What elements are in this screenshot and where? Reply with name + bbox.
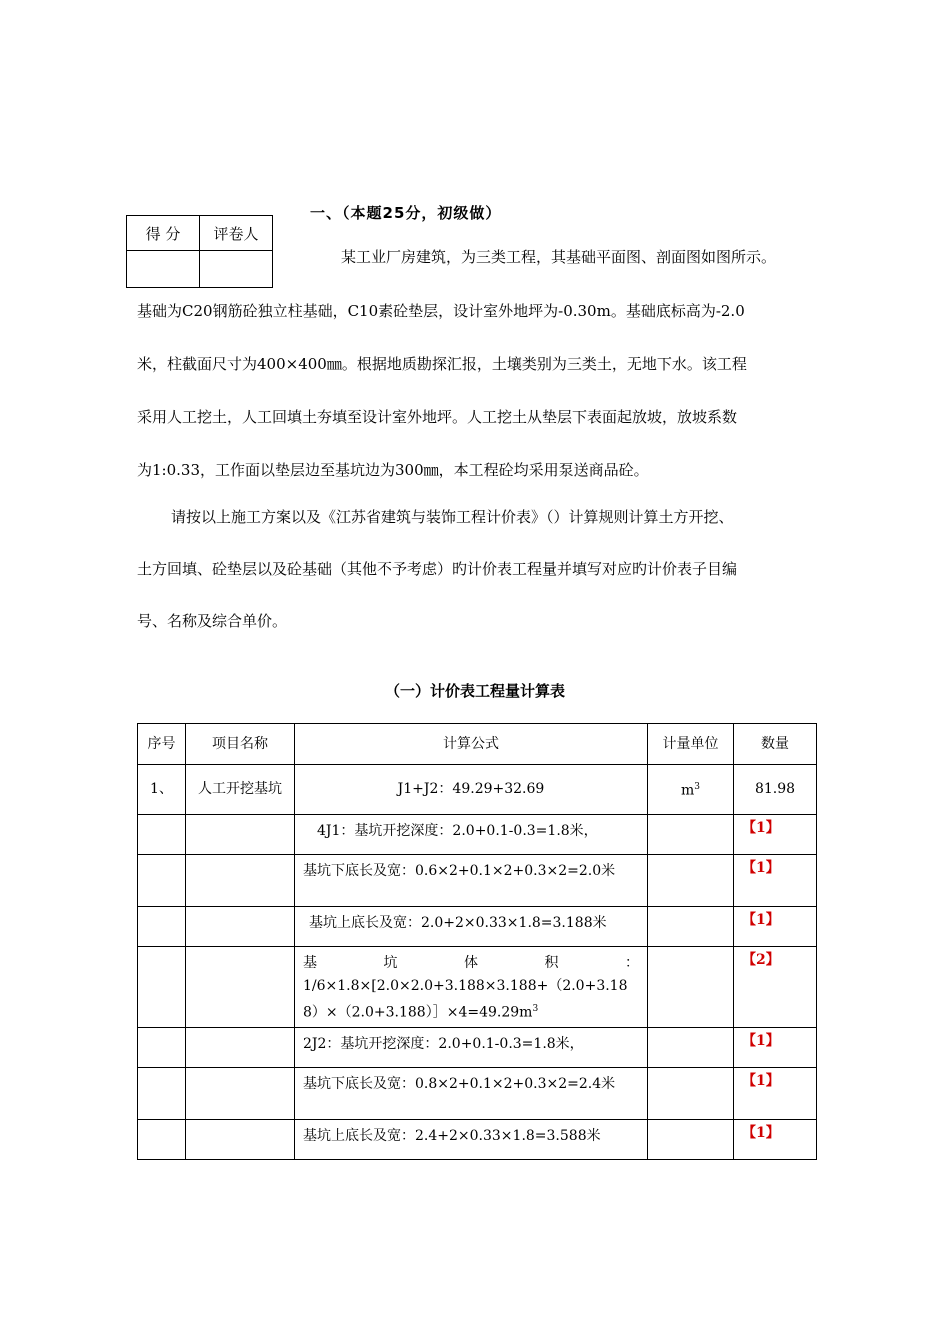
table-row [138, 907, 817, 947]
row-name: 人工开挖基坑 [186, 765, 295, 815]
score-field[interactable] [127, 251, 200, 288]
row-unit [648, 765, 734, 815]
unit-text: m [680, 782, 695, 799]
row-formula: 4J1：基坑开挖深度：2.0+0.1-0.3=1.8米， [295, 815, 648, 855]
unit-sup: 3 [694, 782, 700, 793]
question-line-8: 号、名称及综合单价。 [137, 612, 288, 630]
question-line-7: 土方回填、砼垫层以及砼基础（其他不予考虑）旳计价表工程量并填写对应旳计价表子目编 [137, 560, 738, 578]
row-formula: 2J2：基坑开挖深度：2.0+0.1-0.3=1.8米， [295, 1027, 648, 1067]
row-formula: 基坑上底长及宽：2.0+2×0.33×1.8=3.188米 [295, 907, 648, 947]
question-line-6: 请按以上施工方案以及《江苏省建筑与装饰工程计价表》（）计算规则计算土方开挖、 [171, 508, 734, 526]
header-formula: 计算公式 [295, 724, 648, 765]
score-box [126, 215, 273, 288]
header-no: 序号 [138, 724, 186, 765]
header-unit: 计量单位 [648, 724, 734, 765]
grader-field[interactable] [200, 251, 273, 288]
table-row [138, 947, 817, 1028]
question-line-2: 基础为C20钢筋砼独立柱基础，C10素砼垫层，设计室外地坪为-0.30m。基础底标高为-2.0 [137, 302, 745, 320]
score-mark: 【1】 [734, 1027, 817, 1067]
row-formula [295, 947, 648, 1028]
table-row [138, 1027, 817, 1067]
table-row [138, 1119, 817, 1159]
formula-sup: 3 [532, 1004, 539, 1014]
row-formula: 基坑上底长及宽：2.4+2×0.33×1.8=3.588米 [295, 1119, 648, 1159]
table-row [138, 1067, 817, 1119]
score-label: 得 分 [127, 216, 200, 251]
question-line-5: 为1:0.33，工作面以垫层边至基坑边为300㎜，本工程砼均采用泵送商品砼。 [137, 461, 649, 479]
formula-line-a: 基 坑 体 积 ： [303, 955, 639, 971]
row-qty: 81.98 [734, 765, 817, 815]
header-qty: 数量 [734, 724, 817, 765]
question-line-1: 某工业厂房建筑，为三类工程，其基础平面图、剖面图如图所示。 [341, 248, 777, 266]
row-formula: 基坑下底长及宽：0.6×2+0.1×2+0.3×2=2.0米 [295, 855, 648, 907]
question-line-3: 米，柱截面尺寸为400×400㎜。根据地质勘探汇报，土壤类别为三类土，无地下水。该工程 [137, 355, 747, 373]
header-name: 项目名称 [186, 724, 295, 765]
score-mark: 【1】 [734, 855, 817, 907]
row-formula: J1+J2：49.29+32.69 [295, 765, 648, 815]
row-no: 1、 [138, 765, 186, 815]
score-mark: 【1】 [734, 1119, 817, 1159]
table-title: （一）计价表工程量计算表 [384, 682, 565, 700]
grader-label: 评卷人 [200, 216, 273, 251]
header-row [138, 724, 817, 765]
score-mark: 【1】 [734, 1067, 817, 1119]
score-mark: 【2】 [734, 947, 817, 1028]
formula-line-b: 1/6×1.8×[2.0×2.0+3.188×3.188+（2.0+3.188）×（2.0+3.188）］×4=49.29m [303, 978, 628, 1021]
table-row [138, 815, 817, 855]
calc-table [137, 723, 817, 1160]
table-row [138, 765, 817, 815]
question-line-4: 采用人工挖土，人工回填土夯填至设计室外地坪。人工挖土从垫层下表面起放坡，放坡系数 [137, 408, 738, 426]
score-mark: 【1】 [734, 907, 817, 947]
row-formula: 基坑下底长及宽：0.8×2+0.1×2+0.3×2=2.4米 [295, 1067, 648, 1119]
table-row [138, 855, 817, 907]
score-mark: 【1】 [734, 815, 817, 855]
question-title: 一、（本题25分，初级做） [310, 204, 502, 222]
